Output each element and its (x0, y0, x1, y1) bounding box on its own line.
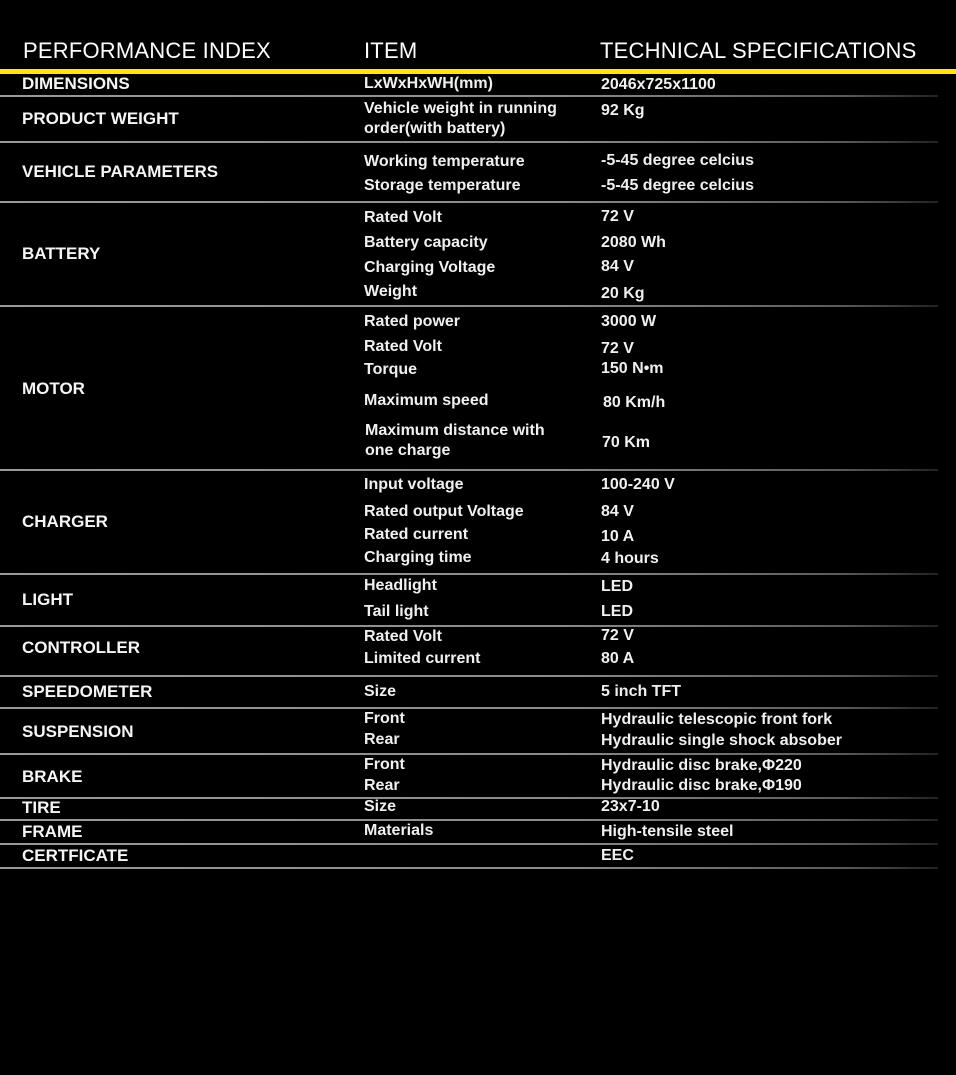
item-label: Battery capacity (364, 234, 488, 251)
item-label: Tail light (364, 603, 429, 620)
spec-value: Hydraulic disc brake,Φ190 (601, 777, 802, 794)
item-label: Rated Volt (364, 209, 442, 226)
item-label: Input voltage (364, 476, 464, 493)
category-label: BRAKE (22, 767, 83, 786)
spec-value: -5-45 degree celcius (601, 177, 754, 194)
spec-value: 100-240 V (601, 476, 675, 493)
category-label: MOTOR (22, 379, 85, 398)
table-row-controller (0, 627, 938, 677)
item-label: Size (364, 798, 397, 815)
category-label: TIRE (22, 798, 61, 817)
spec-value: 72 V (601, 340, 634, 357)
table-row-certficate (0, 845, 938, 869)
table-row-battery (0, 203, 938, 307)
item-label: Headlight (364, 577, 437, 594)
spec-value: 72 V (601, 208, 634, 225)
spec-value: 84 V (601, 503, 634, 520)
item-label: Maximum distance with one charge (365, 422, 545, 459)
column-header-item: ITEM (364, 38, 418, 63)
spec-value: 3000 W (601, 313, 657, 330)
table-row-tire (0, 799, 938, 821)
table-row-motor (0, 307, 938, 471)
table-row-charger (0, 471, 938, 575)
category-label: BATTERY (22, 244, 101, 263)
spec-value: 10 A (601, 528, 635, 545)
table-row-suspension (0, 709, 938, 755)
table-row-vehicle-parameters (0, 143, 938, 203)
spec-value: LED (601, 603, 633, 620)
spec-value: 72 V (601, 627, 634, 644)
spec-value: 2046x725x1100 (601, 76, 716, 93)
spec-value: 4 hours (601, 550, 659, 567)
item-label: Weight (364, 283, 418, 300)
item-label: Torque (364, 361, 418, 378)
spec-value: 84 V (601, 258, 634, 275)
category-label: CHARGER (22, 512, 108, 531)
item-label: Rear (364, 777, 400, 794)
category-label: DIMENSIONS (22, 74, 130, 93)
category-label: VEHICLE PARAMETERS (22, 162, 219, 181)
table-row-speedometer (0, 677, 938, 709)
spec-value: LED (601, 578, 633, 595)
table-row-brake (0, 755, 938, 799)
spec-value: 20 Kg (601, 285, 645, 302)
spec-value: 80 Km/h (603, 394, 666, 411)
spec-value: 70 Km (602, 434, 651, 451)
item-label: Rated current (364, 526, 469, 543)
column-header-technical-specifications: TECHNICAL SPECIFICATIONS (600, 38, 917, 63)
item-label: LxWxHxWH(mm) (364, 75, 493, 92)
spec-value: Hydraulic single shock absober (601, 732, 842, 749)
category-label: LIGHT (22, 590, 73, 609)
spec-value: Hydraulic disc brake,Φ220 (601, 757, 802, 774)
item-label: Rated Volt (364, 628, 442, 645)
category-label: SPEEDOMETER (22, 682, 153, 701)
table-row-dimensions (0, 74, 938, 97)
item-label: Charging time (364, 549, 472, 566)
item-label: Front (364, 710, 405, 727)
item-label: Materials (364, 822, 434, 839)
item-label: Rear (364, 731, 400, 748)
item-label: Rated power (364, 313, 461, 330)
item-label: Maximum speed (364, 392, 489, 409)
item-label: Size (364, 683, 397, 700)
category-label: PRODUCT WEIGHT (22, 109, 179, 128)
category-label: CONTROLLER (22, 638, 141, 657)
item-label: Storage temperature (364, 177, 521, 194)
item-label: Limited current (364, 650, 481, 667)
item-label: Working temperature (364, 153, 525, 170)
item-label: Vehicle weight in running order(with battery) (364, 100, 557, 137)
spec-value: 5 inch TFT (601, 683, 681, 700)
spec-value: 80 A (601, 650, 635, 667)
table-row-light (0, 575, 938, 627)
category-label: CERTFICATE (22, 846, 129, 865)
column-header-performance-index: PERFORMANCE INDEX (23, 38, 271, 63)
table-row-product-weight (0, 97, 938, 143)
table-row-frame (0, 821, 938, 845)
category-label: SUSPENSION (22, 722, 134, 741)
spec-value: EEC (601, 847, 634, 864)
spec-value: -5-45 degree celcius (601, 152, 754, 169)
spec-value: 2080 Wh (601, 234, 666, 251)
item-label: Front (364, 756, 405, 773)
item-label: Rated output Voltage (364, 503, 524, 520)
spec-value: High-tensile steel (601, 823, 734, 840)
spec-value: 150 N•m (601, 360, 664, 377)
spec-value: Hydraulic telescopic front fork (601, 711, 833, 728)
category-label: FRAME (22, 822, 83, 841)
spec-value: 92 Kg (601, 102, 645, 119)
item-label: Rated Volt (364, 338, 442, 355)
spec-value: 23x7-10 (601, 798, 660, 815)
row-divider (0, 867, 938, 869)
item-label: Charging Voltage (364, 259, 496, 276)
